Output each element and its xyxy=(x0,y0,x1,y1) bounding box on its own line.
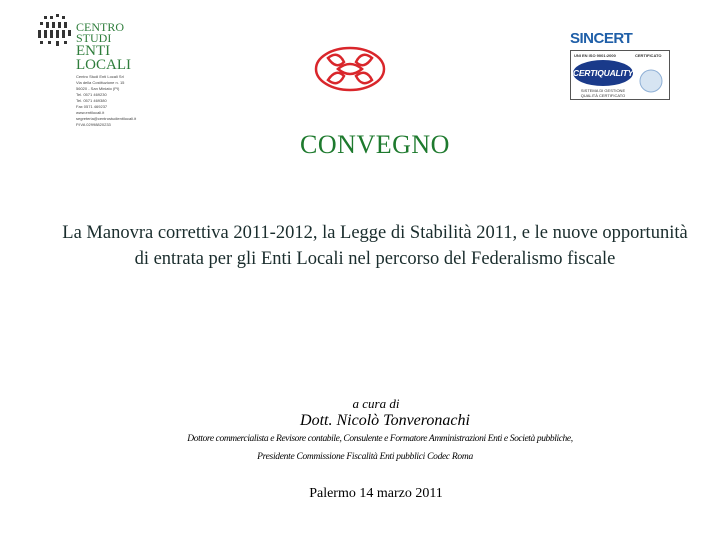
certification-box xyxy=(570,50,670,100)
address-line: P.IVA 02998820233 xyxy=(76,122,111,127)
iqnet-seal-icon xyxy=(637,69,665,93)
address-line: Fax 0571 469237 xyxy=(76,104,108,109)
cert-footer: SISTEMA DI GESTIONE QUALITÀ CERTIFICATO xyxy=(580,88,626,98)
event-date-place: Palermo 14 marzo 2011 xyxy=(309,486,443,501)
certiquality-seal-icon xyxy=(573,60,633,86)
iso-standard: UNI EN ISO 9001:2000 xyxy=(574,53,616,58)
centro-studi-enti-locali-logo xyxy=(36,14,156,127)
cert-right-label: CERTIFICATO xyxy=(635,53,662,58)
page-title: CONVEGNO xyxy=(300,130,450,159)
author-role-line-2: Presidente Commissione Fiscalità Enti pubblici Codec Roma xyxy=(257,452,473,462)
logo-line: CENTRO xyxy=(76,20,124,34)
seal-label: CERTIQUALITY xyxy=(572,68,634,78)
logo-name xyxy=(76,22,131,72)
address-line: Centro Studi Enti Locali Srl xyxy=(76,74,124,79)
author-role-line-1: Dottore commercialista e Revisore contabile, Consulente e Formatore Amministrazioni Enti e Società pubbliche, xyxy=(187,434,573,444)
address-line: 56020 - San Miniato (PI) xyxy=(76,86,120,91)
author-name: Dott. Nicolò Tonveronachi xyxy=(300,412,470,429)
sincert-certification-logo xyxy=(566,30,670,100)
event-subtitle: La Manovra correttiva 2011-2012, la Legge di Stabilità 2011, e le nuove opportunità di entrata per gli Enti Locali nel percorso del Federalismo fiscale xyxy=(62,223,688,269)
logo-line: STUDI xyxy=(76,31,112,45)
address-line: segreteria@centrostudientilocali.it xyxy=(76,116,137,121)
logo-address xyxy=(76,74,156,128)
logo-grid-icon xyxy=(36,14,72,48)
logo-line: LOCALI xyxy=(76,57,131,73)
sincert-brand: SINCERT xyxy=(570,30,633,47)
address-line: Via della Costituzione n. 15 xyxy=(76,80,125,85)
address-line: Tel. 0571 469380 xyxy=(76,98,107,103)
logo-line: ENTI xyxy=(76,43,111,59)
address-line: www.entilocali.it xyxy=(76,110,105,115)
curated-by-label: a cura di xyxy=(352,396,400,411)
address-line: Tel. 0571 469230 xyxy=(76,92,107,97)
knot-emblem-icon xyxy=(310,44,390,94)
